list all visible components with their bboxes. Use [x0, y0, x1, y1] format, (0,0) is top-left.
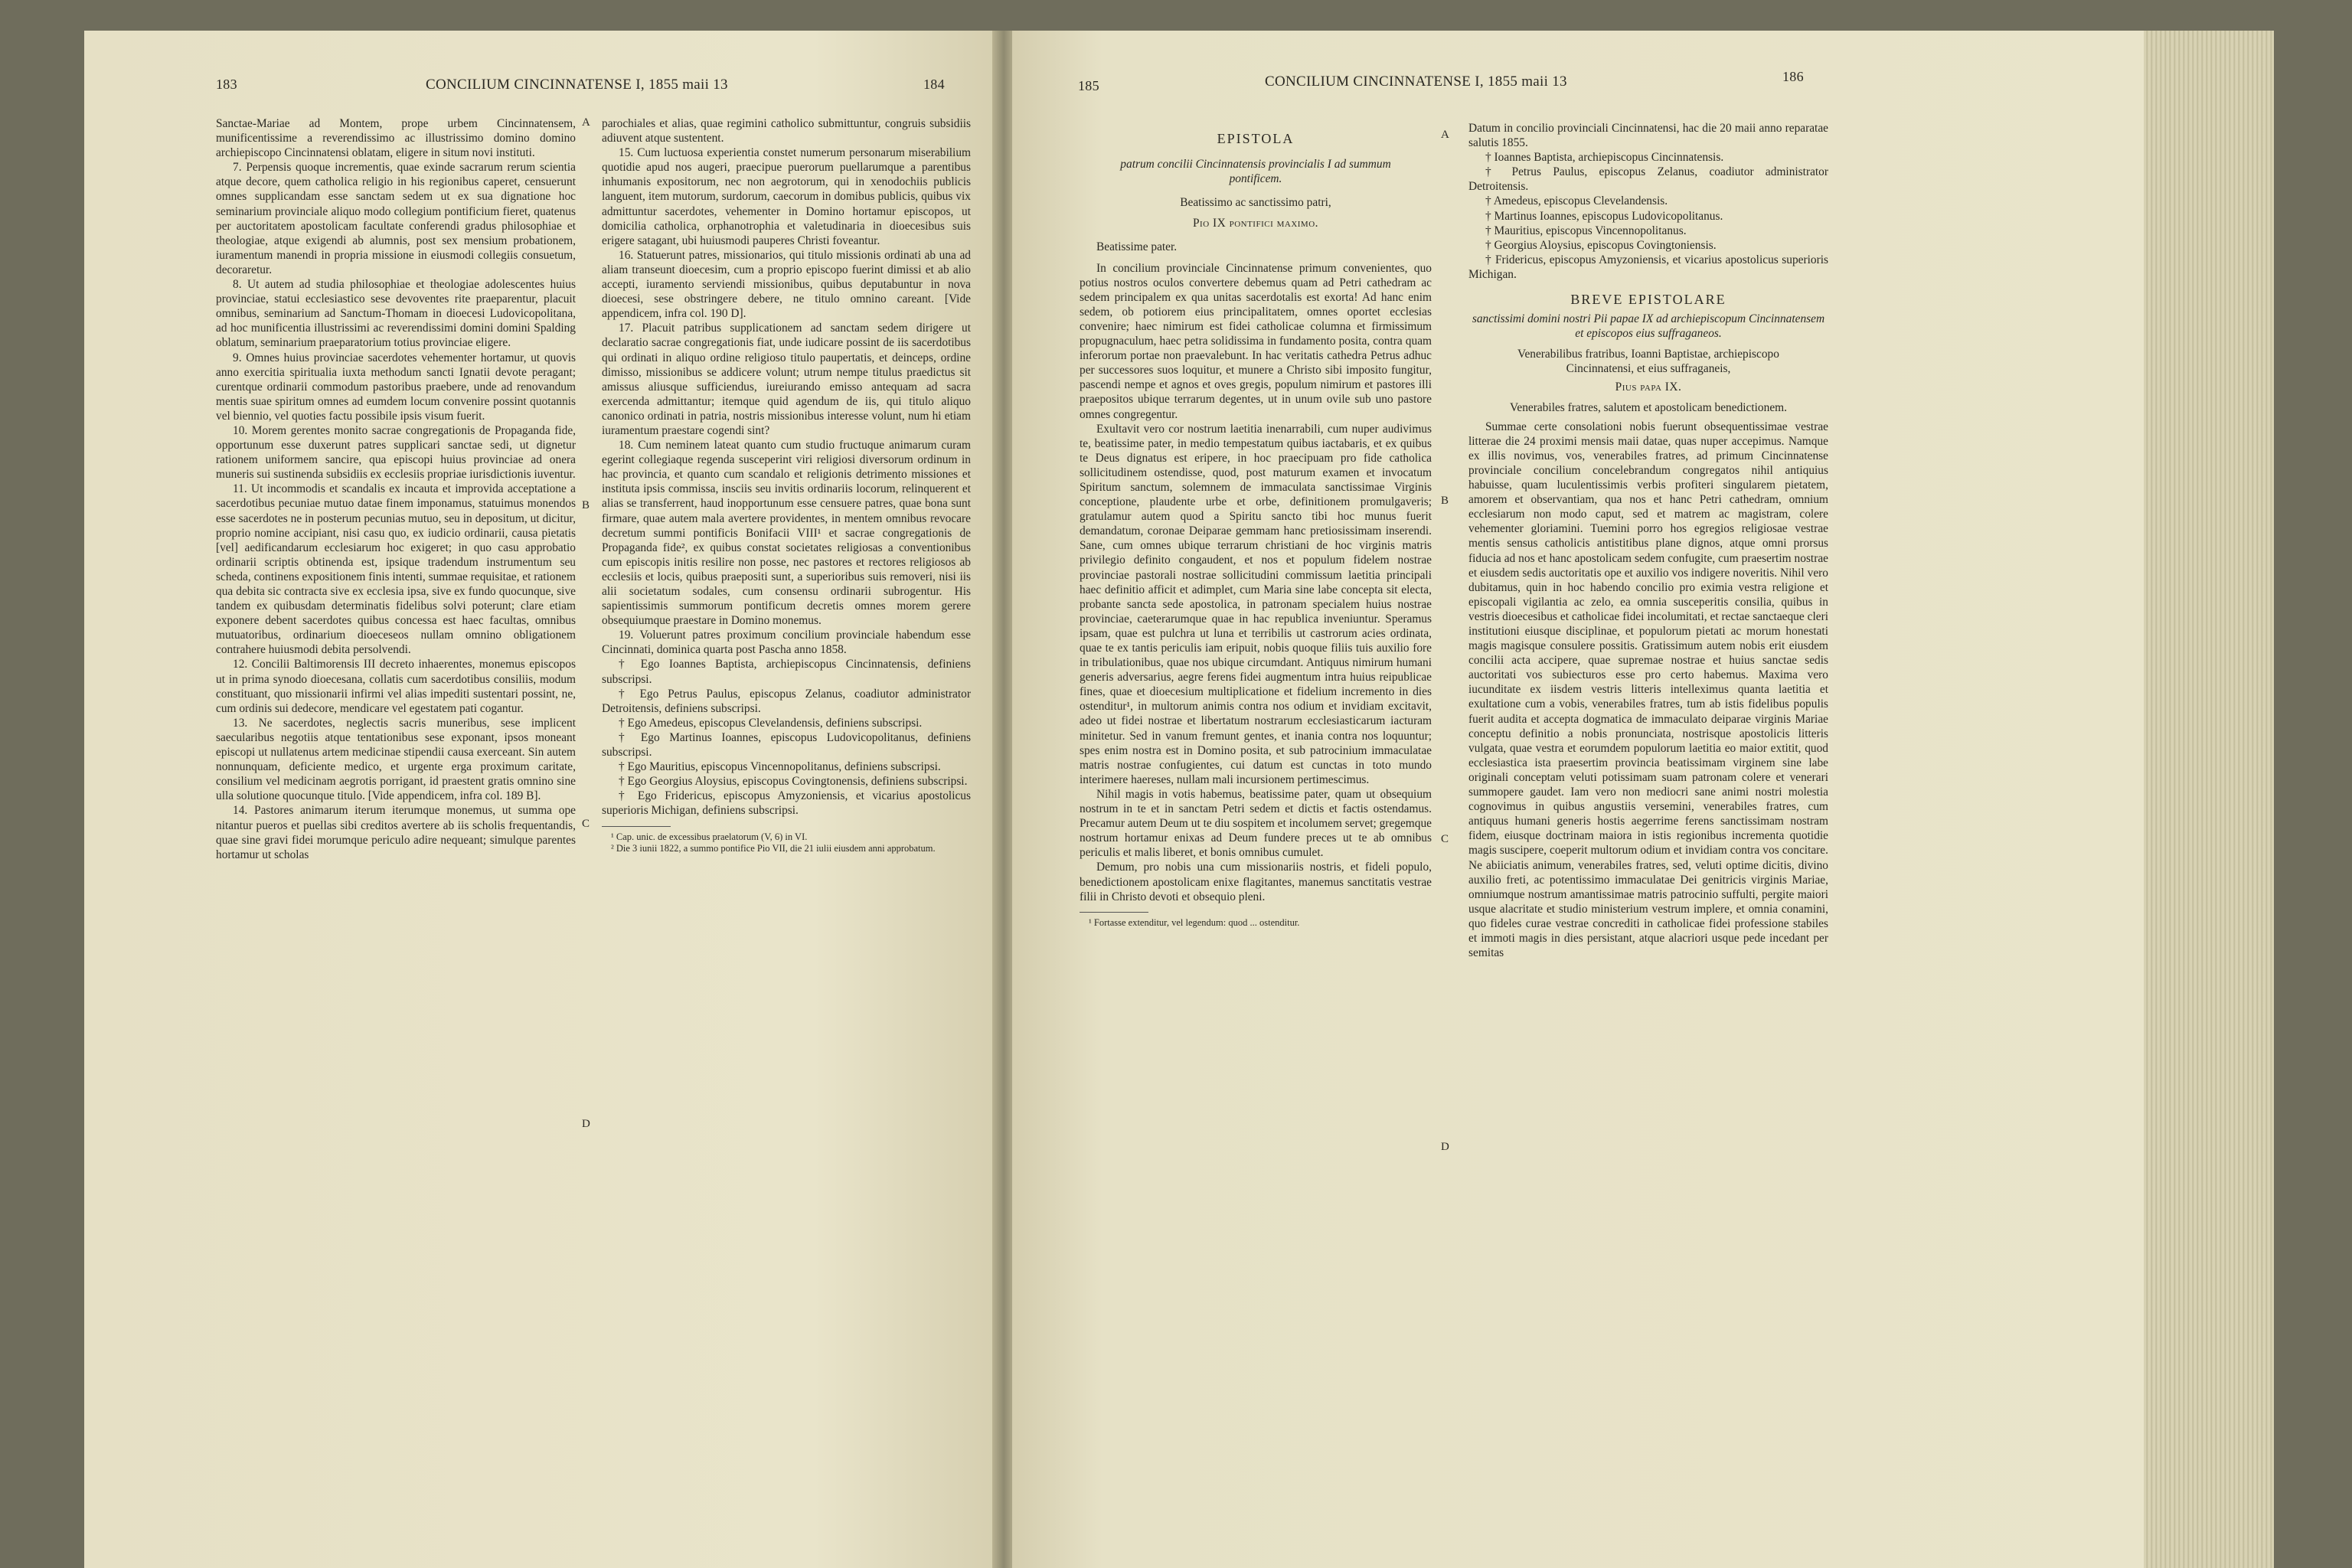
paragraph: † Ego Fridericus, episcopus Amyzoniensis, et vicarius apostolicus superioris Michigan, definiens subscripsi.: [602, 789, 971, 818]
margin-mark-d: D: [582, 1118, 590, 1130]
signature-line: † Fridericus, episcopus Amyzoniensis, et vicarius apostolicus superioris Michigan.: [1468, 253, 1828, 281]
signature-line: † Mauritius, episcopus Vincennopolitanus.: [1485, 224, 1687, 237]
paragraph: 8. Ut autem ad studia philosophiae et theologiae adolescentes huius provinciae, statui ecclesiastico sese devoventes rite praeparentur, placuit omnibus, seminarium ad Sanctum-Thomam in dioecesi Ludovicopolitana, ad hoc munificentia illustrissimi ac reverendissimi domini domini Spalding oblatum, seminarium praeparatorium totius provinciae eligere.: [216, 278, 576, 350]
paragraph: 18. Cum neminem lateat quanto cum studio fructuque animarum curam egerint collegiaque regenda susceperint viri religiosi diversorum ordinum in hac provincia, et quanto cum scandalo et religionis detrimento missiones et instituta ipsis commissa, insciis seu invitis ordinariis locorum, relinquerent et alias se transferrent, haud inopportunum esse censuere patres, quae bona sunt firmare, quae autem mala avertere providentes, in mentem omnibus revocare decretum summi pontificis Bonifacii VIII¹ et sacrae congregationis de Propaganda fide², ex quibus constat societates religiosas a conventionibus cum episcopis initis resilire non posse, nec pastores et rectores religiosos ab ecclesiis et locis, quibus praepositi sunt, a superioribus suis removeri, nisi iis alii societatum sodales, cum consensu ordinarii subrogentur. His sapientissimis summorum pontificum decretis omnes morem gerere obsequiumque praestare in Domino monemus.: [602, 439, 971, 628]
paragraph: parochiales et alias, quae regimini catholico submittuntur, congruis subsidiis adiuvent atque sustentent.: [602, 117, 971, 145]
paragraph: 14. Pastores animarum iterum iterumque monemus, ut summa ope nitantur pueros et puellas sibi creditos avertere ab iis scholis frequentandis, quae sine gravi fidei morumque periculo adire nequeant; simulque parentes hortamur ut scholas: [216, 804, 576, 861]
left-page: [84, 31, 995, 1568]
paragraph: † Ego Georgius Aloysius, episcopus Covingtonensis, definiens subscripsi.: [619, 775, 968, 789]
signature-line: † Ioannes Baptista, archiepiscopus Cincinnatensis.: [1485, 151, 1724, 165]
right-column-1: [1080, 129, 1432, 929]
paragraph: 11. Ut incommodis et scandalis ex incauta et improvida acceptatione a sacerdotibus pecuniae mutuo datae finem imponamus, statuimus monendos esse sacerdotes ne in posterum pecunias mutuo, seu in depositum, ut dicitur, proprio nomine accipiant, nisi casu quo, ex iudicio ordinarii, causa pietatis [vel] aedificandarum ecclesiarum hoc exigeret; in quo casu approbatio ordinarii scriptis obtinenda est, ipsique tradendum instrumentum seu scheda, continens expositionem finis intenti, summae requisitae, et rationem qua debita sic contracta sive ex ecclesia ipsa, sive ex fundo quocunque, sive tandem ex quibusdam determinatis fidelibus solvi poterunt; clare etiam exponere debent sacerdotes quibus concessa est haec facultas, omnibus mutuatoribus, ordinarium dioeceseos nullam omnino obligationem contrahere huiusmodi debita persolvendi.: [216, 482, 576, 657]
salutation-1: Beatissimo ac sanctissimo patri,: [1180, 196, 1331, 210]
paragraph: 9. Omnes huius provinciae sacerdotes vehementer hortamur, ut quovis anno exercitia spiritualia iuxta methodum sancti Ignatii devote peragant; curentque ordinarii commodum pastoribus praebere, unde ad renovandum mentis suae spiritum omnes ad eumdem locum convenire possint quotannis vel biennio, vel quoties factu possibile ipsis visum fuerit.: [216, 351, 576, 423]
paragraph: † Ego Ioannes Baptista, archiepiscopus Cincinnatensis, definiens subscripsi.: [602, 658, 971, 686]
left-column-1: [216, 116, 576, 862]
breve-greeting: Venerabiles fratres, salutem et apostolicam benedictionem.: [1510, 400, 1787, 414]
right-page-number-b: 186: [1782, 69, 1804, 84]
epistola-subheading: patrum concilii Cincinnatensis provincialis I ad summum pontificem.: [1120, 158, 1391, 186]
breve-subheading: sanctissimi domini nostri Pii papae IX ad archiepiscopum Cincinnatensem et episcopos eius suffraganeos.: [1472, 312, 1825, 341]
breve-address: Venerabilibus fratribus, Ioanni Baptistae, archiepiscopo Cincinnatensi, et eius suffraganeis,: [1517, 348, 1779, 376]
signature-line: † Petrus Paulus, episcopus Zelanus, coadiutor administrator Detroitensis.: [1468, 165, 1828, 194]
paragraph: † Ego Martinus Ioannes, episcopus Ludovicopolitanus, definiens subscripsi.: [602, 730, 971, 760]
footnote: ¹ Cap. unic. de excessibus praelatorum (V, 6) in VI.: [611, 831, 808, 842]
left-running-title: CONCILIUM CINCINNATENSE I, 1855 maii 13: [426, 77, 728, 93]
page-edges: [2144, 31, 2274, 1568]
salutation-3: Beatissime pater.: [1096, 240, 1178, 254]
signature-line: † Martinus Ioannes, episcopus Ludovicopolitanus.: [1485, 209, 1723, 223]
paragraph: 16. Statuerunt patres, missionarios, qui titulo missionis ordinati ab una ad aliam transeunt dioecesim, cum a proprio episcopo fuerint dimissi et ab alio accepti, iuramento serviendi missionibus, quibus deputabuntur in nova dioecesi, sese obstringere debere, ne titulo omnino careant. [Vide appendicem, infra col. 190 D].: [602, 248, 971, 321]
paragraph: † Ego Petrus Paulus, episcopus Zelanus, coadiutor administrator Detroitensis, definiens subscripsi.: [602, 687, 971, 715]
left-page-number-b: 184: [923, 77, 945, 92]
paragraph: 7. Perpensis quoque incrementis, quae exinde sacrarum rerum scientia atque decore, quem catholica religio in his regionibus caperet, censuerunt omnes supplicandam esse sanctam sedem ut ex sua dignatione hoc seminarium provinciale aliquo modo collegium pontificium fieret, quatenus per auctoritatem apostolicam facultate conferendi gradus philosophiae et theologiae, atque exigendi ab alumnis, post sex mensium probationem, iuramentum manendi in propria missione in eiusmodi collegiis consuetum, decoraretur.: [216, 161, 576, 276]
salutation-2: Pio IX pontifici maximo.: [1192, 217, 1319, 230]
paragraph: 10. Morem gerentes monito sacrae congregationis de Propaganda fide, opportunum esse duxerunt patres supplicari sanctae sedi, ut dignetur rationem uniformem sancire, qua episcopi huius provinciae ad onera muneris sui sustinenda subsidiis ex ecclesiis propriae iurisdictionis iuventur.: [216, 423, 576, 482]
right-margin-mark-c: C: [1441, 833, 1449, 845]
paragraph: † Ego Amedeus, episcopus Clevelandensis, definiens subscripsi.: [619, 716, 923, 730]
paragraph: Sanctae-Mariae ad Montem, prope urbem Cincinnatensem, munificentissime a reverendissimo ac illustrissimo domino domino archiepiscopo Cincinnatensi oblatam, eligere in situm novi instituti.: [216, 117, 576, 160]
epistola-heading: EPISTOLA: [1217, 131, 1295, 146]
signature-line: † Georgius Aloysius, episcopus Covingtoniensis.: [1485, 238, 1717, 252]
letter-paragraph: Demum, pro nobis una cum missionariis nostris, et fideli populo, benedictionem apostolicam enixe flagitantes, manemus sanctitatis vestrae filii in Christo devoti et obsequio pleni.: [1080, 861, 1432, 903]
right-column-2: [1468, 121, 1828, 960]
right-page-number-a: 185: [1078, 78, 1099, 93]
right-margin-mark-a: A: [1441, 129, 1449, 141]
signature-line: † Amedeus, episcopus Clevelandensis.: [1485, 194, 1668, 208]
signature-line: Datum in concilio provinciali Cincinnatensi, hac die 20 maii anno reparatae salutis 1855.: [1468, 122, 1828, 150]
paragraph: 12. Concilii Baltimorensis III decreto inhaerentes, monemus episcopos ut in prima synodo dioecesana, collatis cum sacerdotibus consiliis, modum constituant, quo missionarii infirmi vel alias impediti sustentari possint, ne, cum ordinis sui dedecore, mendicare vel egestatem pati cogantur.: [216, 658, 576, 715]
margin-mark-c: C: [582, 818, 590, 830]
breve-heading: BREVE EPISTOLARE: [1570, 292, 1726, 308]
right-footnote: ¹ Fortasse extenditur, vel legendum: quod ... ostenditur.: [1089, 916, 1300, 928]
footnote-rule: [1080, 912, 1148, 913]
paragraph: 17. Placuit patribus supplicationem ad sanctam sedem dirigere ut declaratio sacrae congregationis fiat, unde iudicare possint de iis sacerdotibus qui ordinati in aliquo ordine religioso titulo paupertatis, et deinceps, ordine dimisso, missionibus se addicere volunt; utrum nempe titulus praedictus sit amissus aliusque sufficiendus, iureiurando emisso antequam ad sacra exercenda admittantur; itemque quid agendum de iis, qui titulo aliquo canonico ordinati in patria, nostris missionibus interesse volunt, num hi etiam iuramentum praestare cogendi sint?: [602, 322, 971, 437]
left-page-number-a: 183: [216, 77, 237, 92]
right-margin-mark-d: D: [1441, 1141, 1449, 1153]
breve-pope: Pius papa IX.: [1615, 380, 1682, 394]
left-column-2: [602, 116, 971, 854]
paragraph: 15. Cum luctuosa experientia constet numerum personarum miserabilium quotidie apud nos augeri, praecipue puerorum puellarumque a parentibus inhumanis expositorum, nec non aegrotorum, qui in xenodochiis publicis languent, item mutorum, surdorum, caecorum in domibus publicis, quibus vix admittuntur sacerdotes, vehementer in Domino hortamur episcopos, ut domicilia catholica, orphanotrophia et valetudinaria in dioecesibus suis erigere satagant, ubi huiusmodi pauperes Christi foveantur.: [602, 146, 971, 247]
right-margin-mark-b: B: [1441, 495, 1449, 507]
letter-paragraph: Nihil magis in votis habemus, beatissime pater, quam ut obsequium nostrum in te et in sanctam Petri sedem et dictis et factis ostendamus. Precamur autem Deum ut te diu sospitem et incolumem servet; gregemque nostrum hortamur enixas ad Deum fundere preces ut te ab omnibus periculis et malis liberet, et bonis omnibus cumulet.: [1080, 787, 1432, 860]
paragraph: 13. Ne sacerdotes, neglectis sacris muneribus, sese implicent saecularibus negotiis atque tentationibus sese exponant, ipsos moneant episcopi ut nullatenus artem medicinae stipendii causa exerceant. Sin autem nonnunquam, deficiente medico, et urgente erga proximum caritate, consilium vel medicinam aegrotis porrigant, id praestent gratis omnino sine ulla solutione quocunque titulo. [Vide appendicem, infra col. 189 B].: [216, 716, 576, 803]
right-running-title: CONCILIUM CINCINNATENSE I, 1855 maii 13: [1265, 74, 1567, 90]
paragraph: 19. Voluerunt patres proximum concilium provinciale habendum esse Cincinnati, dominica quarta post Pascha anno 1858.: [602, 629, 971, 657]
letter-paragraph: In concilium provinciale Cincinnatense primum convenientes, quo potius nostros oculos convertere debemus quam ad Petri cathedram ac sedem principalem ex qua unitas sacerdotalis est exorta! Ad hanc enim sedem, ob potiorem eius principalitatem, omnes oportet ecclesias convenire; haec nimirum est fidei catholicae columna et firmissimum propugnaculum, haec petra solidissima in fundamento posita, contra quam inferorum portae non praevalebunt. In hac veritatis cathedra Petrus adhuc per successores suos loquitur, et munere a Christo sibi imposito fungitur, pascendi nempe et agnos et oves gregis, populum nimirum et pastores illi praepositos ubique terrarum degentes, ut in unum ovile sub uno pastore omnes congregentur.: [1080, 261, 1432, 421]
breve-paragraph: Summae certe consolationi nobis fuerunt obsequentissimae vestrae litterae die 24 proximi mensis maii datae, quas nuper accepimus. Namque ex illis novimus, vos, venerabiles fratres, ad primum Cincinnatense provinciale concilium concelebrandum congregatos nihil antiquius habuisse, quam luculentissimis verbis profiteri singularem pietatem, amorem et observantiam, qua nos et hanc Petri cathedram, omnium ecclesiarum non modo caput, sed et matrem ac magistram, colere vehementer gloriamini. Tuemini porro hos egregios religiosae vestrae mentis sensus catholicis antistitibus plane dignos, atque omni prorsus fiducia ad nos et hanc apostolicam sedem confugite, cum praesertim nostrae et eiusdem sedis auctoritatis ope et auxilio vos indigere noveritis. Nihil vero dubitamus, quin in hoc habendo concilio pro eximia vestra religione et episcopali vigilantia ac zelo, ea omnia susceperitis consilia, quibus in vestris dioecesibus et catholicae fidei incolumitati, et rectae sanctaeque cleri institutioni eiusque disciplinae, et populorum pietati ac morum honestati magis magisque consulere possitis. Gratissimum autem nobis erit eiusdem concilii acta accipere, quae supremae nostrae et huius sanctae sedis auctoritati vos subiecturos esse pro certo habemus. Maxima vero iucunditate ex iisdem vestris litteris intelleximus quanta laetitia et exultatione cum a vobis, venerabiles fratres, tum ab istis fidelibus populis fuerit audita et accepta dogmatica de immaculato deiparae virginis Mariae conceptu definitio a nobis pronunciata, nostrisque apostolicis litteris vulgata, quae vestra et eorumdem populorum laetitia eo maior extitit, quod ecclesiastica ista praesertim provincia beatissimam virginem sine labe originali conceptam veluti potissimam suam patronam colere et venerari summopere gaudet. Iam vero non mediocri sane animi nostri molestia cognovimus in quibus angustiis versemini, venerabiles fratres, cum antiquus humani generis hostis aegerrime ferens sanctissimam nostram fidem, eiusque doctrinam maiora in istis regionibus incrementa quotidie magis suscipere, coeperit multorum odium et invidiam contra vos concitare. Ne abiiciatis animum, venerabiles fratres, sed, veluti optime dicitis, divino auxilio freti, ac potentissimo immaculatae Dei genitricis virginis Mariae, omniumque nostrum amantissimae matris patrocinio suffulti, pergite maiori usque alacritate et studio ministerium vestrum implere, et omnia conamini, quo fideles curae vestrae concrediti in catholicae fidei professione stabiles et immoti magis in dies persistant, atque alacriori usque pede incedant per semitas: [1468, 420, 1828, 960]
right-page: [1012, 31, 2144, 1568]
margin-mark-b: B: [582, 499, 590, 511]
footnote: ² Die 3 iunii 1822, a summo pontifice Pio VII, die 21 iulii eiusdem anni approbatum.: [611, 842, 936, 854]
footnote-rule: [602, 826, 671, 827]
margin-mark-a: A: [582, 116, 590, 129]
letter-paragraph: Exultavit vero cor nostrum laetitia inenarrabili, cum nuper audivimus te, beatissime pater, in medio tempestatum quibus iactabaris, et ex quibus te Deus dignatus est eripere, in hoc praecipuam pro fide catholica sollicitudinem ostendisse, quod, post maturum examen et invocatum Spiritum sanctum, solemnem de immaculata sanctissimae Virginis conceptione, plaudente urbe et orbe, definitionem promulgaveris; gratulamur autem quod a Spiritu sancto tibi hoc munus fuerit demandatum, coronae Deiparae gemmam hanc pretiosissimam inserendi. Sane, cum omnes ubique terrarum christiani de hoc virginis matris privilegio definito congaudent, et nos et populum fidelem nostrae provinciae pastorali nostrae sollicitudini commissum laetitia principali haec definitio afficit et adimplet, cum Maria sine labe concepta sit electa, probante sancta sede apostolica, in patronam specialem huius nostrae provinciae, caeterarumque quae in hac republica inveniuntur. Speramus ipsam, quae est pulchra ut luna et terribilis ut castrorum acies ordinata, quae te ex tantis periculis iam eripuit, nobis quoque filiis tuis auxilio fore in tribulationibus, quae nos ubique circumdant. Antiquus nimirum humani generis adversarius, aegre ferens fidei augmentum intra huius reipublicae fines, quae et dioecesium multiplicatione et fidelium incremento in dies ostenditur¹, in multorum animis contra nos odium et invidiam excitavit, adeo ut fidei nostrae et libertatum nostrarum ecclesiasticarum iacturam minitetur. Sed in vanum fremunt gentes, et inania contra nos loquuntur; spes enim nostra est in Domino posita, et sub patrocinium immaculatae matris nostrae confugientes, cui datum est cunctas in toto mundo interimere haereses, nullam mali incursionem pertimescimus.: [1080, 422, 1432, 786]
paragraph: † Ego Mauritius, episcopus Vincennopolitanus, definiens subscripsi.: [619, 760, 941, 774]
